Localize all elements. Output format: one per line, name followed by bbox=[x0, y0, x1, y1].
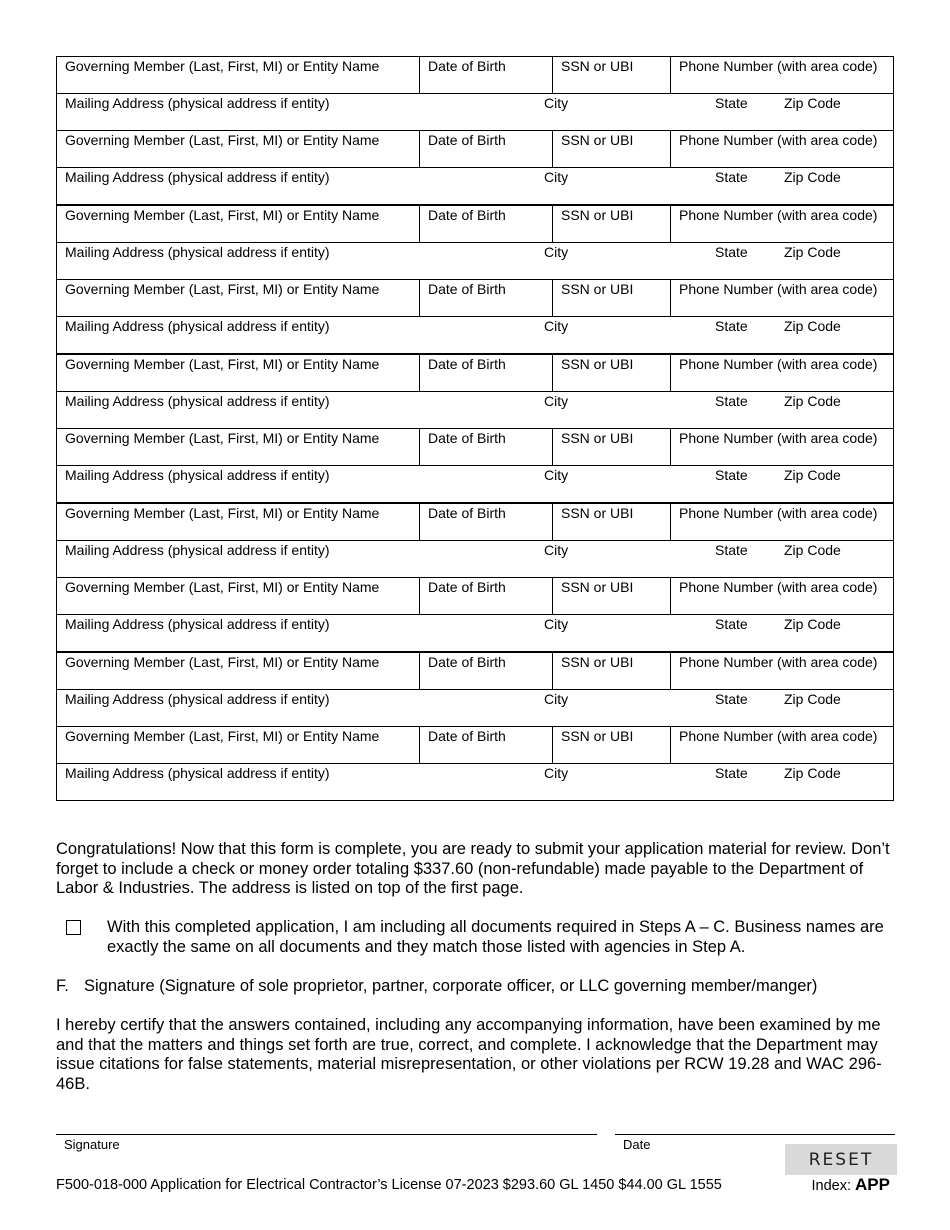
date-of-birth-label: Date of Birth bbox=[428, 281, 506, 297]
ssn-ubi-field[interactable] bbox=[553, 355, 671, 391]
mailing-address-field[interactable] bbox=[57, 466, 893, 502]
signature-label: Signature bbox=[64, 1137, 120, 1152]
mailing-address-label: Mailing Address (physical address if entity) bbox=[65, 244, 330, 260]
city-label: City bbox=[544, 169, 569, 185]
date-of-birth-label: Date of Birth bbox=[428, 430, 506, 446]
mailing-address-field[interactable] bbox=[57, 541, 893, 577]
date-of-birth-label: Date of Birth bbox=[428, 654, 506, 670]
member-info-row bbox=[57, 131, 893, 168]
ssn-ubi-label: SSN or UBI bbox=[561, 132, 634, 148]
mailing-address-label: Mailing Address (physical address if entity) bbox=[65, 318, 330, 334]
state-label: State bbox=[715, 765, 748, 781]
city-label: City bbox=[544, 393, 569, 409]
date-of-birth-label: Date of Birth bbox=[428, 58, 506, 74]
state-label: State bbox=[715, 169, 748, 185]
mailing-address-field[interactable] bbox=[57, 615, 893, 651]
date-of-birth-field[interactable] bbox=[420, 429, 553, 465]
mailing-address-label: Mailing Address (physical address if entity) bbox=[65, 95, 330, 111]
zip-code-label: Zip Code bbox=[784, 95, 841, 111]
ssn-ubi-label: SSN or UBI bbox=[561, 728, 634, 744]
zip-code-label: Zip Code bbox=[784, 169, 841, 185]
city-label: City bbox=[544, 765, 569, 781]
governing-member-block bbox=[56, 204, 894, 280]
date-of-birth-label: Date of Birth bbox=[428, 728, 506, 744]
member-name-label: Governing Member (Last, First, MI) or Entity Name bbox=[65, 207, 380, 223]
date-of-birth-field[interactable] bbox=[420, 578, 553, 614]
city-label: City bbox=[544, 244, 569, 260]
phone-number-field[interactable] bbox=[671, 727, 893, 763]
member-name-field[interactable] bbox=[57, 280, 420, 316]
certification-paragraph: I hereby certify that the answers contained, including any accompanying information, have been examined by me and that the matters and things set forth are true, correct, and complete. I acknowledge that the Department may issue citations for false statements, material misrepresentation, or other violations per RCW 19.28 and WAC 296-46B. bbox=[56, 1016, 882, 1093]
date-of-birth-field[interactable] bbox=[420, 57, 553, 93]
ssn-ubi-label: SSN or UBI bbox=[561, 58, 634, 74]
mailing-address-field[interactable] bbox=[57, 168, 893, 204]
mailing-address-label: Mailing Address (physical address if entity) bbox=[65, 467, 330, 483]
mailing-address-field[interactable] bbox=[57, 317, 893, 353]
member-info-row bbox=[57, 429, 893, 466]
member-name-field[interactable] bbox=[57, 727, 420, 763]
ssn-ubi-field[interactable] bbox=[553, 504, 671, 540]
state-label: State bbox=[715, 467, 748, 483]
mailing-address-field[interactable] bbox=[57, 94, 893, 130]
mailing-address-field[interactable] bbox=[57, 690, 893, 726]
governing-member-block bbox=[56, 353, 894, 429]
city-label: City bbox=[544, 691, 569, 707]
date-of-birth-field[interactable] bbox=[420, 206, 553, 242]
member-name-field[interactable] bbox=[57, 355, 420, 391]
member-name-label: Governing Member (Last, First, MI) or Entity Name bbox=[65, 505, 380, 521]
governing-member-block bbox=[56, 279, 894, 354]
date-of-birth-field[interactable] bbox=[420, 727, 553, 763]
governing-member-block bbox=[56, 428, 894, 503]
phone-number-label: Phone Number (with area code) bbox=[679, 430, 878, 446]
phone-number-label: Phone Number (with area code) bbox=[679, 207, 878, 223]
member-name-label: Governing Member (Last, First, MI) or Entity Name bbox=[65, 281, 380, 297]
phone-number-field[interactable] bbox=[671, 355, 893, 391]
signature-field[interactable] bbox=[56, 1134, 597, 1152]
state-label: State bbox=[715, 95, 748, 111]
date-of-birth-field[interactable] bbox=[420, 653, 553, 689]
phone-number-label: Phone Number (with area code) bbox=[679, 654, 878, 670]
member-name-label: Governing Member (Last, First, MI) or Entity Name bbox=[65, 430, 380, 446]
member-name-field[interactable] bbox=[57, 653, 420, 689]
mailing-address-label: Mailing Address (physical address if entity) bbox=[65, 616, 330, 632]
documents-included-text: With this completed application, I am including all documents required in Steps A – C. Business names are exactly the same on all documents and they match those listed with agencies in Step A. bbox=[107, 918, 884, 956]
member-name-field[interactable] bbox=[57, 57, 420, 93]
governing-member-block bbox=[56, 651, 894, 727]
zip-code-label: Zip Code bbox=[784, 467, 841, 483]
phone-number-label: Phone Number (with area code) bbox=[679, 281, 878, 297]
phone-number-label: Phone Number (with area code) bbox=[679, 505, 878, 521]
member-name-label: Governing Member (Last, First, MI) or Entity Name bbox=[65, 654, 380, 670]
footer-form-info: F500-018-000 Application for Electrical Contractor’s License 07-2023 $293.60 GL 1450 $44.00 GL 1555 bbox=[56, 1177, 722, 1193]
index-value: APP bbox=[855, 1175, 890, 1194]
mailing-address-field[interactable] bbox=[57, 392, 893, 428]
section-letter: F. bbox=[56, 977, 69, 995]
phone-number-field[interactable] bbox=[671, 131, 893, 167]
date-of-birth-label: Date of Birth bbox=[428, 356, 506, 372]
phone-number-field[interactable] bbox=[671, 578, 893, 614]
footer-index bbox=[812, 1176, 891, 1195]
member-name-field[interactable] bbox=[57, 429, 420, 465]
congratulations-paragraph: Congratulations! Now that this form is complete, you are ready to submit your application material for review. Don’t forget to include a check or money order totaling $337.60 (non-refundable) made payable to the Department of Labor & Industries. The address is listed on top of the first page. bbox=[56, 840, 890, 898]
ssn-ubi-field[interactable] bbox=[553, 653, 671, 689]
documents-included-checkbox[interactable] bbox=[66, 920, 81, 935]
member-name-field[interactable] bbox=[57, 206, 420, 242]
mailing-address-field[interactable] bbox=[57, 764, 893, 800]
phone-number-field[interactable] bbox=[671, 57, 893, 93]
ssn-ubi-field[interactable] bbox=[553, 727, 671, 763]
state-label: State bbox=[715, 691, 748, 707]
city-label: City bbox=[544, 616, 569, 632]
ssn-ubi-field[interactable] bbox=[553, 429, 671, 465]
phone-number-label: Phone Number (with area code) bbox=[679, 579, 878, 595]
mailing-address-label: Mailing Address (physical address if entity) bbox=[65, 542, 330, 558]
state-label: State bbox=[715, 542, 748, 558]
ssn-ubi-field[interactable] bbox=[553, 578, 671, 614]
date-of-birth-label: Date of Birth bbox=[428, 579, 506, 595]
ssn-ubi-label: SSN or UBI bbox=[561, 579, 634, 595]
member-info-row bbox=[57, 504, 893, 541]
ssn-ubi-label: SSN or UBI bbox=[561, 281, 634, 297]
ssn-ubi-label: SSN or UBI bbox=[561, 654, 634, 670]
date-of-birth-field[interactable] bbox=[420, 355, 553, 391]
state-label: State bbox=[715, 244, 748, 260]
state-label: State bbox=[715, 616, 748, 632]
city-label: City bbox=[544, 318, 569, 334]
zip-code-label: Zip Code bbox=[784, 691, 841, 707]
zip-code-label: Zip Code bbox=[784, 765, 841, 781]
phone-number-field[interactable] bbox=[671, 653, 893, 689]
member-info-row bbox=[57, 57, 893, 94]
phone-number-field[interactable] bbox=[671, 504, 893, 540]
member-name-label: Governing Member (Last, First, MI) or Entity Name bbox=[65, 132, 380, 148]
city-label: City bbox=[544, 95, 569, 111]
ssn-ubi-field[interactable] bbox=[553, 206, 671, 242]
zip-code-label: Zip Code bbox=[784, 393, 841, 409]
ssn-ubi-field[interactable] bbox=[553, 131, 671, 167]
phone-number-field[interactable] bbox=[671, 206, 893, 242]
date-label: Date bbox=[623, 1137, 651, 1152]
reset-button[interactable]: RESET bbox=[785, 1144, 897, 1175]
mailing-address-label: Mailing Address (physical address if entity) bbox=[65, 169, 330, 185]
member-name-label: Governing Member (Last, First, MI) or Entity Name bbox=[65, 579, 380, 595]
state-label: State bbox=[715, 393, 748, 409]
member-name-field[interactable] bbox=[57, 578, 420, 614]
member-name-label: Governing Member (Last, First, MI) or Entity Name bbox=[65, 728, 380, 744]
date-of-birth-label: Date of Birth bbox=[428, 132, 506, 148]
phone-number-field[interactable] bbox=[671, 280, 893, 316]
date-of-birth-field[interactable] bbox=[420, 131, 553, 167]
phone-number-label: Phone Number (with area code) bbox=[679, 728, 878, 744]
form-footer bbox=[56, 1176, 896, 1194]
member-info-row bbox=[57, 653, 893, 690]
ssn-ubi-label: SSN or UBI bbox=[561, 207, 634, 223]
governing-member-block bbox=[56, 577, 894, 652]
member-info-row bbox=[57, 727, 893, 764]
index-label: Index: bbox=[811, 1178, 851, 1194]
governing-member-block bbox=[56, 130, 894, 205]
zip-code-label: Zip Code bbox=[784, 616, 841, 632]
zip-code-label: Zip Code bbox=[784, 244, 841, 260]
phone-number-field[interactable] bbox=[671, 429, 893, 465]
phone-number-label: Phone Number (with area code) bbox=[679, 58, 878, 74]
ssn-ubi-field[interactable] bbox=[553, 57, 671, 93]
ssn-ubi-label: SSN or UBI bbox=[561, 356, 634, 372]
governing-member-table bbox=[56, 56, 894, 801]
date-of-birth-field[interactable] bbox=[420, 280, 553, 316]
ssn-ubi-label: SSN or UBI bbox=[561, 430, 634, 446]
member-info-row bbox=[57, 206, 893, 243]
date-of-birth-field[interactable] bbox=[420, 504, 553, 540]
signature-section-text: Signature (Signature of sole proprietor, partner, corporate officer, or LLC governing member/manger) bbox=[84, 977, 818, 995]
mailing-address-field[interactable] bbox=[57, 243, 893, 279]
member-info-row bbox=[57, 578, 893, 615]
city-label: City bbox=[544, 467, 569, 483]
member-name-field[interactable] bbox=[57, 131, 420, 167]
member-info-row bbox=[57, 280, 893, 317]
date-of-birth-label: Date of Birth bbox=[428, 207, 506, 223]
city-label: City bbox=[544, 542, 569, 558]
member-name-label: Governing Member (Last, First, MI) or Entity Name bbox=[65, 356, 380, 372]
ssn-ubi-label: SSN or UBI bbox=[561, 505, 634, 521]
phone-number-label: Phone Number (with area code) bbox=[679, 132, 878, 148]
phone-number-label: Phone Number (with area code) bbox=[679, 356, 878, 372]
state-label: State bbox=[715, 318, 748, 334]
member-info-row bbox=[57, 355, 893, 392]
governing-member-block bbox=[56, 502, 894, 578]
mailing-address-label: Mailing Address (physical address if entity) bbox=[65, 393, 330, 409]
mailing-address-label: Mailing Address (physical address if entity) bbox=[65, 691, 330, 707]
signature-section-heading bbox=[56, 977, 896, 997]
mailing-address-label: Mailing Address (physical address if entity) bbox=[65, 765, 330, 781]
date-of-birth-label: Date of Birth bbox=[428, 505, 506, 521]
zip-code-label: Zip Code bbox=[784, 318, 841, 334]
member-name-label: Governing Member (Last, First, MI) or Entity Name bbox=[65, 58, 380, 74]
ssn-ubi-field[interactable] bbox=[553, 280, 671, 316]
member-name-field[interactable] bbox=[57, 504, 420, 540]
governing-member-block bbox=[56, 56, 894, 131]
governing-member-block bbox=[56, 726, 894, 801]
zip-code-label: Zip Code bbox=[784, 542, 841, 558]
